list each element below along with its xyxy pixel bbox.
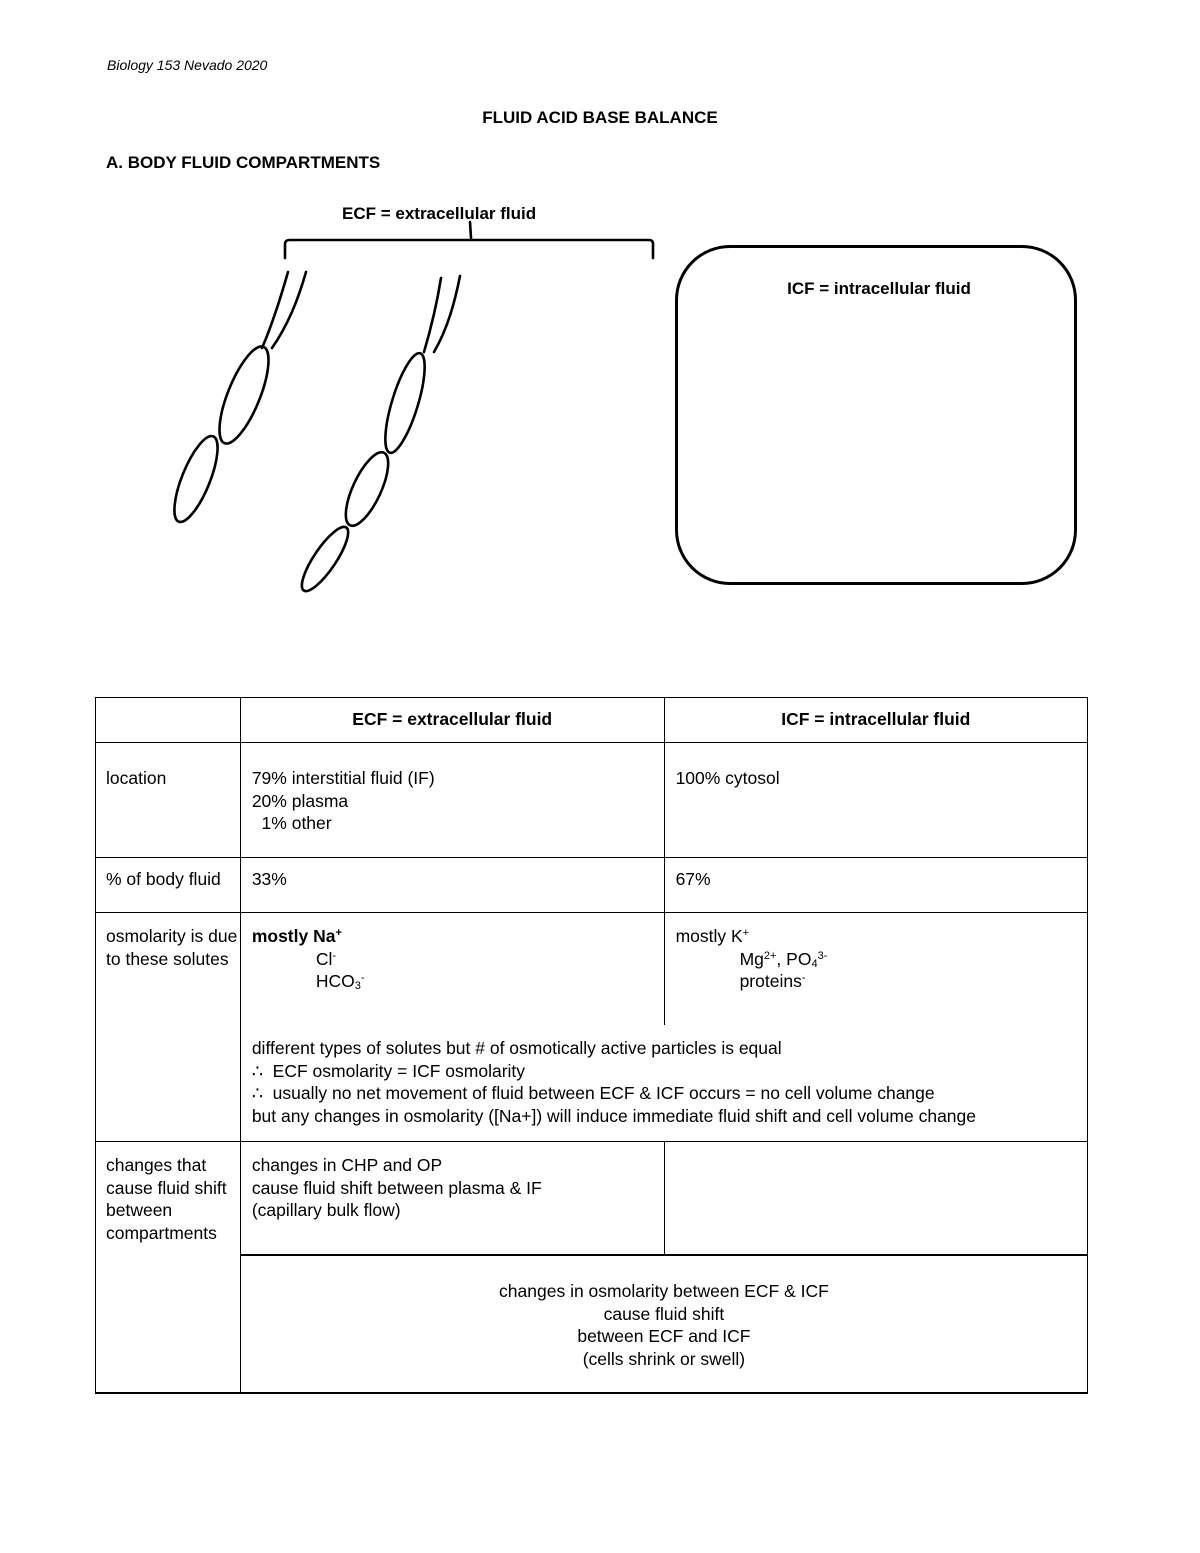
location-icf-cell: 100% cytosol — [664, 743, 1087, 858]
table-row — [96, 1142, 1088, 1256]
icf-solute-proteins: proteins- — [739, 971, 806, 991]
header-note: Biology 153 Nevado 2020 — [107, 57, 268, 73]
right-vessel-segment — [295, 521, 356, 596]
location-ecf-line: 1% other — [251, 813, 332, 833]
table-row — [96, 913, 1088, 1026]
table-row — [96, 1255, 1088, 1393]
ecf-solute-bicarbonate: $HCO_3^-$ — [315, 971, 365, 992]
right-vessel-segment — [337, 447, 396, 531]
header-ecf: ECF = extracellular fluid — [240, 698, 664, 743]
document-title: FLUID ACID BASE BALANCE — [482, 108, 718, 127]
changes-osmolarity-line: (cells shrink or swell) — [582, 1348, 746, 1369]
row-label-changes: changes that cause fluid shift between compartments — [96, 1142, 241, 1394]
percent-icf-cell: 67% — [664, 858, 1087, 913]
ecf-bracket — [285, 240, 653, 258]
ecf-main-solute: mostly Na+ — [251, 926, 342, 946]
changes-ecf-line: (capillary bulk flow) — [251, 1200, 401, 1220]
icf-diagram-label: ICF = intracellular fluid — [787, 279, 971, 298]
table-row — [96, 743, 1088, 858]
changes-ecf-line: changes in CHP and OP — [251, 1155, 443, 1175]
bracket-tick — [470, 222, 471, 238]
changes-osmolarity-cell — [240, 1255, 1087, 1393]
row-label-osmolarity: osmolarity is due to these solutes — [96, 913, 241, 1142]
changes-ecf-cell — [240, 1142, 664, 1256]
header-empty-cell — [96, 698, 241, 743]
icf-solute-mg-po4: $Mg^{2+}$, $PO_4^{3-}$ — [739, 948, 828, 970]
icf-main-solute: mostly K+ — [675, 926, 750, 946]
right-vessel-segment — [377, 349, 432, 456]
row-label-location: location — [96, 743, 241, 858]
changes-icf-cell — [664, 1142, 1087, 1256]
header-icf: ICF = intracellular fluid — [664, 698, 1087, 743]
ecf-solute-chloride: Cl- — [315, 948, 337, 969]
table-header-row — [96, 698, 1088, 743]
osmolarity-icf-cell — [664, 913, 1087, 1026]
osmolarity-explanation-line: different types of solutes but # of osmotically active particles is equal — [251, 1038, 782, 1058]
fluid-comparison-table — [95, 697, 1088, 1394]
table-row — [96, 1025, 1088, 1142]
osmolarity-explanation-line: but any changes in osmolarity ([Na+]) will induce immediate fluid shift and cell volume change — [251, 1105, 977, 1126]
osmolarity-ecf-cell — [240, 913, 664, 1026]
osmolarity-explanation-line: ∴ ECF osmolarity = ICF osmolarity — [251, 1060, 526, 1081]
left-vessel-strand — [262, 272, 288, 348]
ecf-diagram-label: ECF = extracellular fluid — [342, 204, 537, 223]
percent-ecf-cell: 33% — [240, 858, 664, 913]
location-ecf-line: 79% interstitial fluid (IF) — [251, 768, 435, 788]
row-label-percent: % of body fluid — [96, 858, 241, 913]
location-ecf-line: 20% plasma — [251, 790, 349, 811]
changes-osmolarity-line: cause fluid shift — [603, 1303, 725, 1324]
left-vessel-segment — [166, 431, 226, 527]
osmolarity-explanation-cell — [240, 1025, 1087, 1142]
changes-osmolarity-line: changes in osmolarity between ECF & ICF — [499, 1281, 829, 1301]
table-row — [96, 858, 1088, 913]
osmolarity-explanation-line: ∴ usually no net movement of fluid between ECF & ICF occurs = no cell volume change — [251, 1083, 935, 1103]
right-vessel-strand — [434, 276, 460, 352]
changes-ecf-line: cause fluid shift between plasma & IF — [251, 1177, 542, 1198]
location-ecf-cell — [240, 743, 664, 858]
changes-osmolarity-line: between ECF and ICF — [577, 1326, 751, 1346]
section-heading: A. BODY FLUID COMPARTMENTS — [106, 153, 381, 172]
left-vessel-segment — [210, 341, 279, 449]
